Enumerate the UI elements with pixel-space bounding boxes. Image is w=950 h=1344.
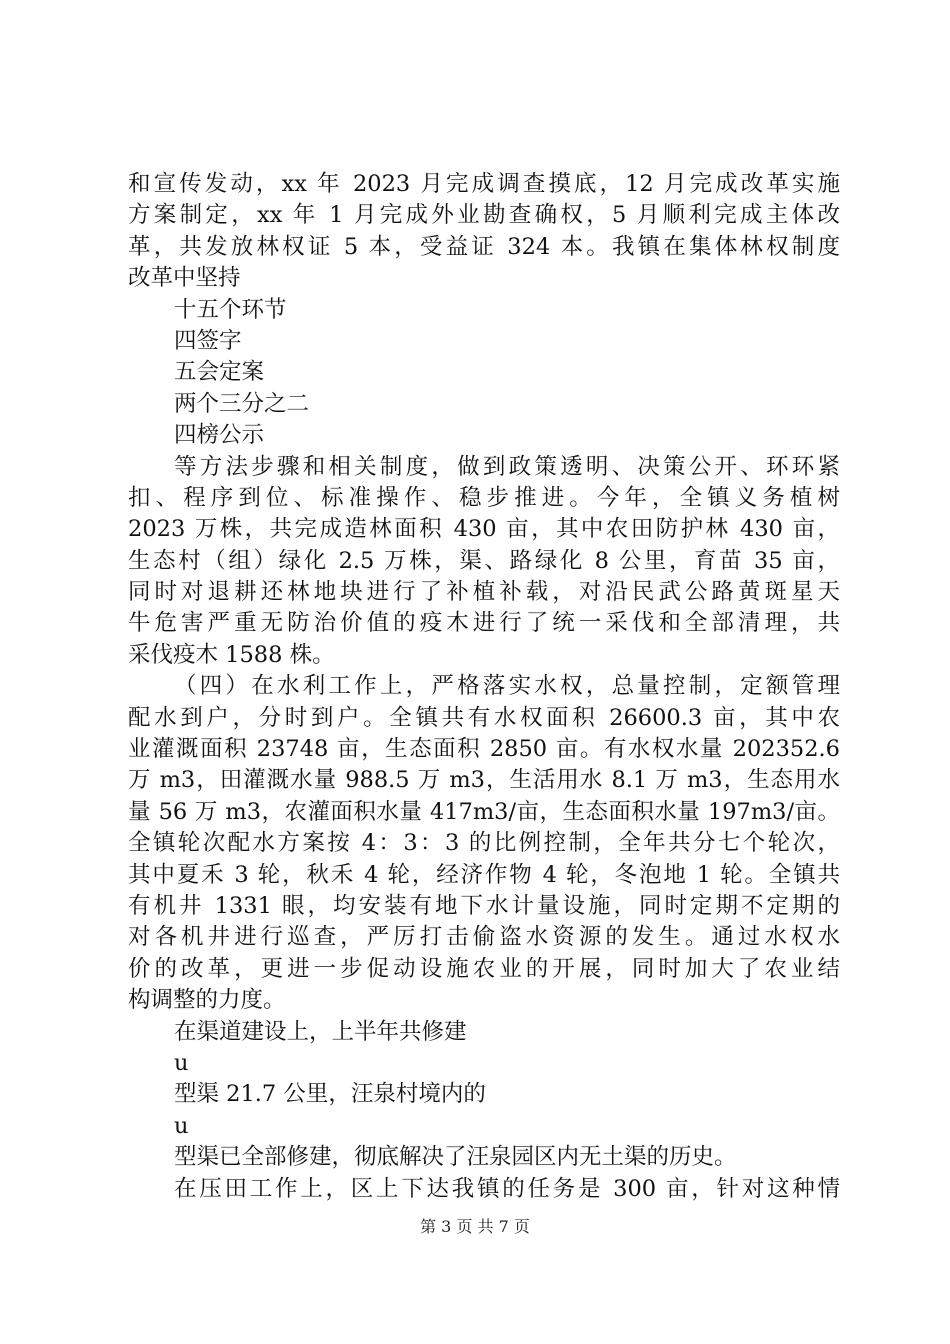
text-line: 和宣传发动，xx 年 2023 月完成调查摸底，12 月完成改革实施 xyxy=(128,171,840,197)
text-line: 业灌溉面积 23748 亩，生态面积 2850 亩。有水权水量 202352.6 xyxy=(128,736,840,763)
text-line: 四签字 xyxy=(174,327,242,354)
text-line: 在压田工作上，区上下达我镇的任务是 300 亩，针对这种情 xyxy=(174,1175,840,1202)
text-line: 十五个环节 xyxy=(174,296,287,323)
text-line: 扣、程序到位、标准操作、稳步推进。今年，全镇义务植树 xyxy=(128,484,840,511)
text-line: 在渠道建设上，上半年共修建 xyxy=(174,1018,467,1045)
text-line: 改革中坚持 xyxy=(128,265,241,292)
text-line: u xyxy=(174,1112,189,1139)
text-line: 牛危害严重无防治价值的疫木进行了统一采伐和全部清理，共 xyxy=(128,610,840,637)
text-line: 型渠 21.7 公里，汪泉村境内的 xyxy=(174,1081,486,1108)
text-line: 两个三分之二 xyxy=(174,390,310,417)
text-line: 革，共发放林权证 5 本，受益证 324 本。我镇在集体林权制度 xyxy=(128,233,840,260)
text-line: 量 56 万 m3，农灌面积水量 417m3/亩，生态面积水量 197m3/亩。 xyxy=(128,798,840,825)
text-line: 构调整的力度。 xyxy=(128,987,286,1014)
text-line: 万 m3，田灌溉水量 988.5 万 m3，生活用水 8.1 万 m3，生态用水 xyxy=(128,767,840,794)
text-line: 等方法步骤和相关制度，做到政策透明、决策公开、环环紧 xyxy=(174,453,840,480)
text-line: 有机井 1331 眼，均安装有地下水计量设施，同时定期不定期的 xyxy=(128,892,840,919)
text-line: 价的改革，更进一步促动设施农业的开展，同时加大了农业结 xyxy=(128,955,840,982)
text-line: 同时对退耕还林地块进行了补植补载，对沿民武公路黄斑星天 xyxy=(128,579,840,606)
page-footer: 第 3 页 共 7 页 xyxy=(420,1217,530,1236)
text-line: 生态村（组）绿化 2.5 万株，渠、路绿化 8 公里，育苗 35 亩， xyxy=(128,547,840,574)
text-line: 采伐疫木 1588 株。 xyxy=(128,641,335,668)
text-line: u xyxy=(174,1049,189,1076)
text-line: （四）在水利工作上，严格落实水权，总量控制，定额管理 xyxy=(174,673,840,700)
text-line: 五会定案 xyxy=(174,359,265,386)
text-line: 2023 万株，共完成造林面积 430 亩，其中农田防护林 430 亩， xyxy=(128,516,840,543)
text-line: 方案制定，xx 年 1 月完成外业勘查确权，5 月顺利完成主体改 xyxy=(128,202,840,229)
text-line: 全镇轮次配水方案按 4：3：3 的比例控制，全年共分七个轮次， xyxy=(128,830,840,857)
text-line: 其中夏禾 3 轮，秋禾 4 轮，经济作物 4 轮，冬泡地 1 轮。全镇共 xyxy=(128,861,840,888)
text-line: 型渠已全部修建，彻底解决了汪泉园区内无土渠的历史。 xyxy=(174,1144,737,1171)
text-line: 四榜公示 xyxy=(174,422,265,449)
document-body xyxy=(128,169,840,1205)
text-line: 配水到户，分时到户。全镇共有水权面积 26600.3 亩，其中农 xyxy=(128,704,840,731)
text-line: 对各机井进行巡查，严厉打击偷盗水资源的发生。通过水权水 xyxy=(128,924,840,951)
